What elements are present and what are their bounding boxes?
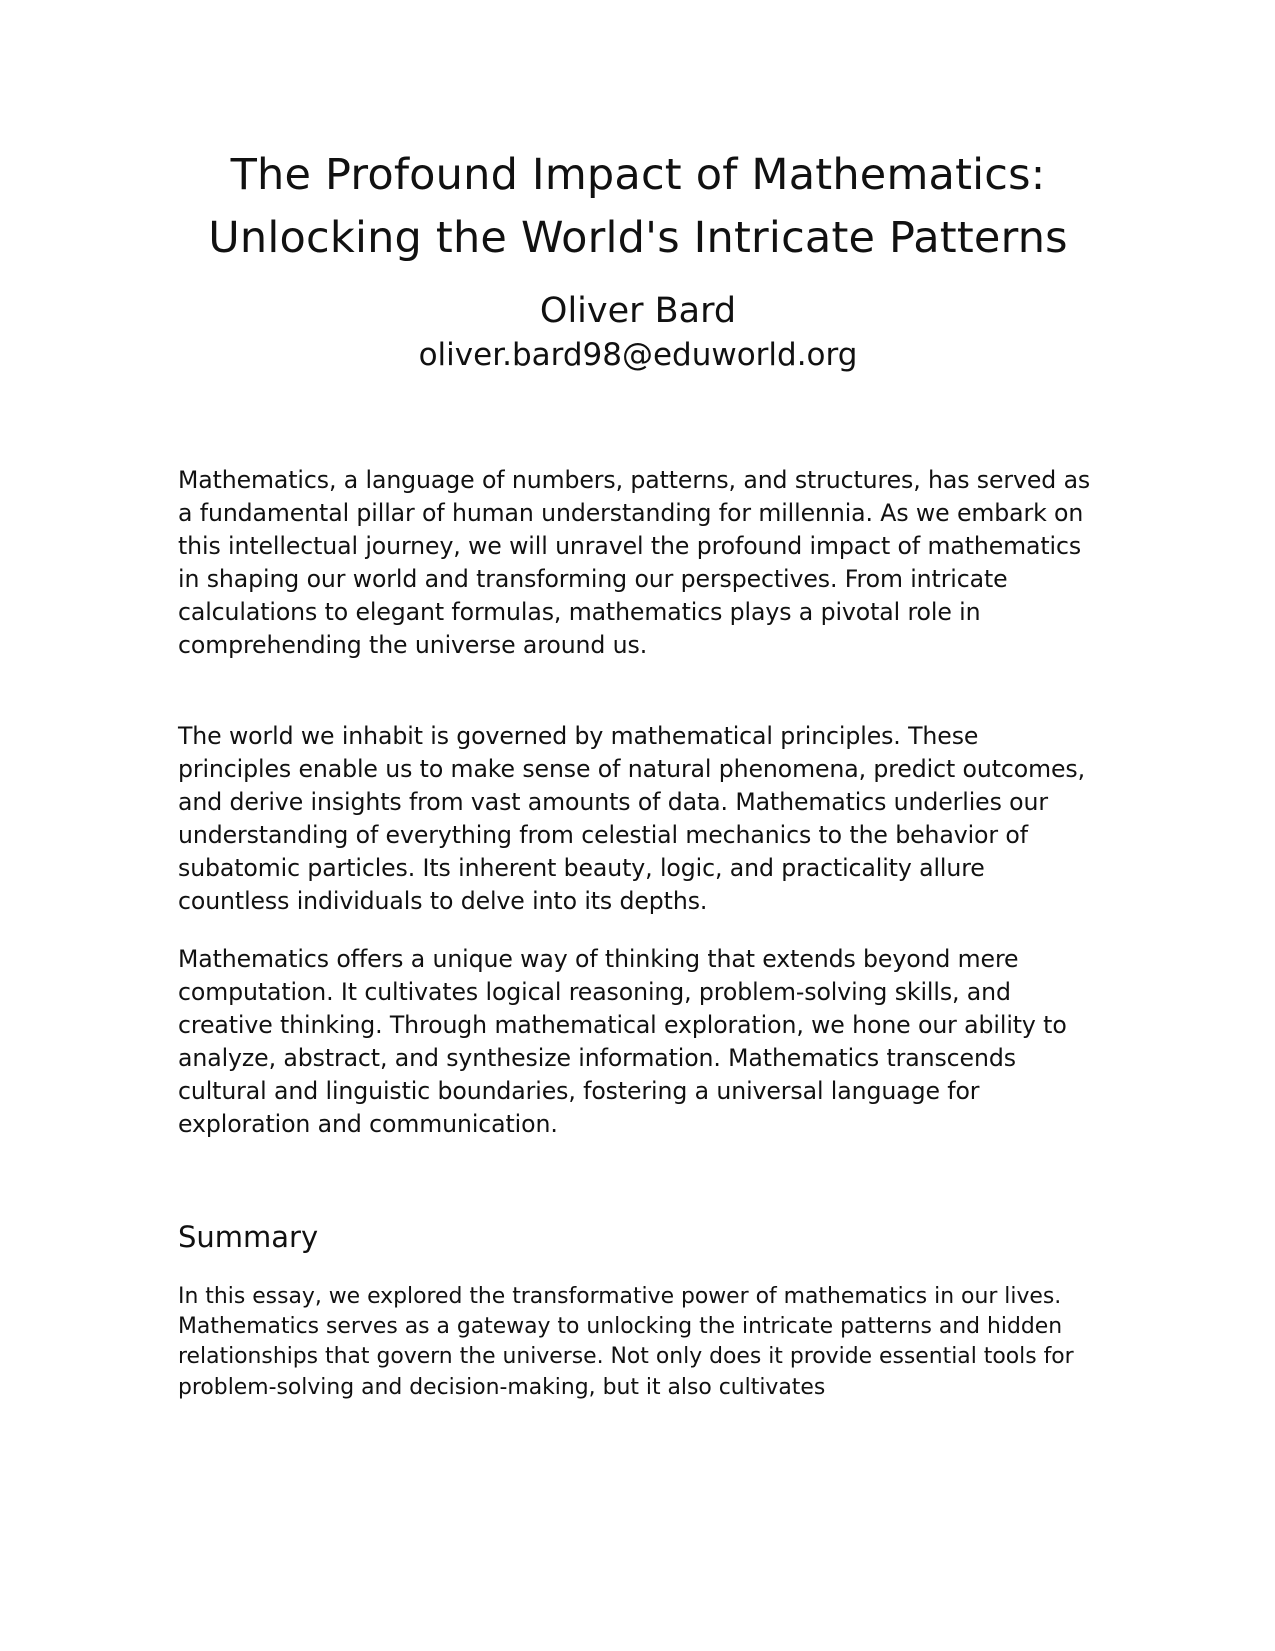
paragraph-thinking: Mathematics offers a unique way of thinking that extends beyond mere computation. It cultivates logical reasoning, problem-solving skills, and creative thinking. Through mathematical exploration, we hone our ability to analyze, abstract, and synthesize information. Mathematics transcends cultural and linguistic boundaries, fostering a universal language for exploration and communication. xyxy=(178,945,1067,1139)
author-email: oliver.bard98@eduworld.org xyxy=(418,337,858,373)
document-title: The Profound Impact of Mathematics: Unlocking the World's Intricate Patterns xyxy=(208,150,1068,263)
summary-paragraph: In this essay, we explored the transformative power of mathematics in our lives. Mathematics serves as a gateway to unlocking the intricate patterns and hidden relationships that govern the universe. Not only does it provide essential tools for problem-solving and decision-making, but it also cultivates xyxy=(178,1284,1074,1400)
author-name: Oliver Bard xyxy=(539,291,737,331)
paragraph-principles: The world we inhabit is governed by mathematical principles. These principles enable us to make sense of natural phenomena, predict outcomes, and derive insights from vast amounts of data. Mathematics underlies our understanding of everything from celestial mechanics to the behavior of subatomic particles. Its inherent beauty, logic, and practicality allure countless individuals to delve into its depths. xyxy=(178,722,1085,916)
summary-heading: Summary xyxy=(178,1220,319,1254)
paragraph-intro: Mathematics, a language of numbers, patterns, and structures, has served as a fundamental pillar of human understanding for millennia. As we embark on this intellectual journey, we will unravel the profound impact of mathematics in shaping our world and transforming our perspectives. From intricate calculations to elegant formulas, mathematics plays a pivotal role in comprehending the universe around us. xyxy=(178,466,1091,660)
document-header xyxy=(178,144,1098,377)
